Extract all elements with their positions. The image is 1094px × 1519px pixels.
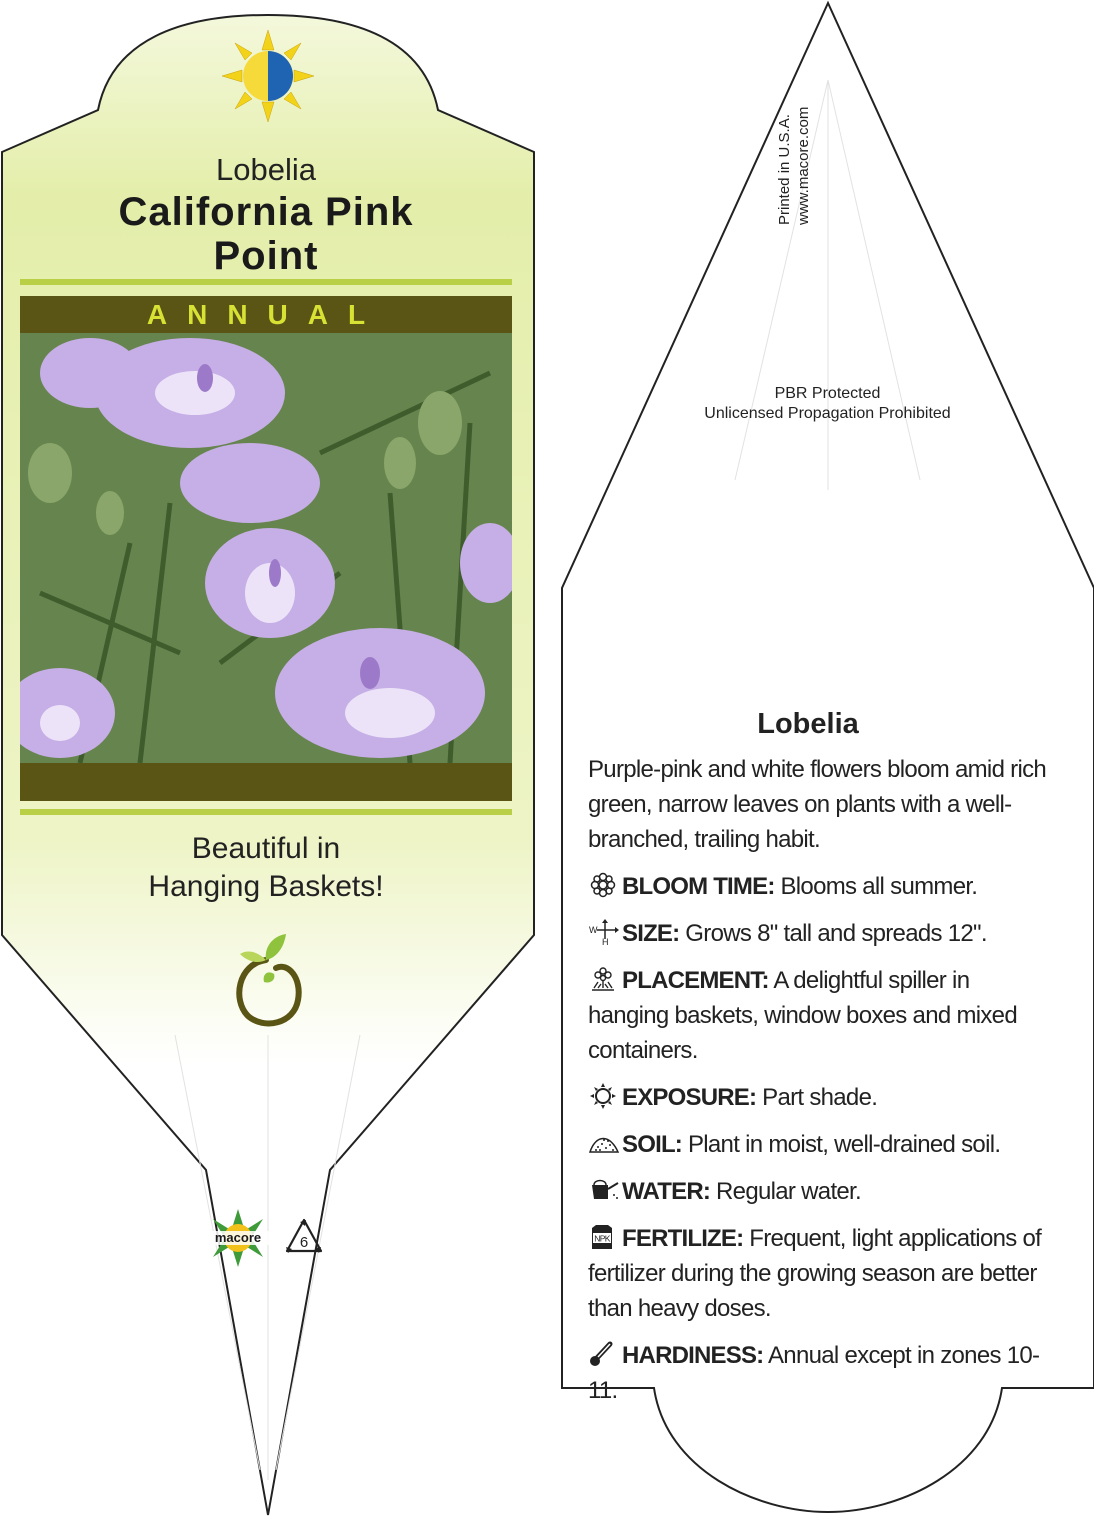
water-value: Regular water. (710, 1178, 861, 1205)
placement-value: A delightful spiller in hanging baskets, window boxes and mixed containers. (588, 967, 1017, 1064)
recycle-icon (284, 1217, 324, 1257)
recycle-code: 6 (299, 1234, 309, 1251)
npk-text: NPK (594, 1233, 610, 1244)
size-value: Grows 8" tall and spreads 12". (679, 920, 987, 947)
printed-info (775, 55, 813, 225)
cultivar-line-1: California Pink (118, 190, 414, 234)
macore-brand-text: macore (214, 1230, 262, 1245)
sun-shade-icon (222, 30, 314, 122)
exposure-label: EXPOSURE: (622, 1084, 757, 1111)
website-line: www.macore.com (795, 106, 812, 225)
placement-label: PLACEMENT: (622, 967, 769, 994)
soil-label: SOIL: (622, 1131, 682, 1158)
category-band: ANNUAL (20, 296, 512, 333)
thermometer-icon (588, 1341, 622, 1367)
info-title: Lobelia (757, 708, 859, 740)
npk-icon (588, 1224, 622, 1250)
cultivar-line-2: Point (213, 234, 319, 278)
tagline-line-1: Beautiful in (191, 832, 341, 865)
attr-water (588, 1174, 1048, 1209)
attr-placement (588, 963, 1048, 1068)
species-name: Lobelia (216, 152, 316, 187)
plant-info (588, 704, 1048, 1408)
placement-icon (588, 966, 622, 992)
bottom-divider (20, 809, 512, 815)
size-h-letter: H (602, 937, 608, 945)
attr-hardiness (588, 1338, 1048, 1408)
pbr-notice (660, 384, 995, 424)
exposure-value: Part shade. (756, 1084, 878, 1111)
sun-outline-icon (588, 1083, 622, 1109)
tagline (20, 830, 512, 906)
soil-icon (588, 1130, 622, 1156)
attr-size (588, 916, 1048, 951)
photo-bottom-band (20, 763, 512, 801)
top-divider (20, 279, 512, 285)
info-description: Purple-pink and white flowers bloom amid rich green, narrow leaves on plants with a well-branched, trailing habit. (588, 756, 1047, 853)
attr-soil (588, 1127, 1048, 1162)
printed-line: Printed in U.S.A. (776, 114, 793, 225)
flower-icon (588, 872, 622, 898)
attr-fertilize (588, 1221, 1048, 1326)
watering-can-icon (588, 1177, 622, 1203)
size-label: SIZE: (622, 920, 680, 947)
size-w-letter: W (589, 925, 597, 935)
tagline-line-2: Hanging Baskets! (148, 870, 384, 903)
fertilize-label: FERTILIZE: (622, 1225, 744, 1252)
plant-photo (20, 333, 512, 763)
attr-bloom-time (588, 869, 1048, 904)
hardiness-value: Annual except in zones 10-11. (588, 1342, 1040, 1404)
seed-logo-icon (228, 930, 308, 1030)
hardiness-label: HARDINESS: (622, 1342, 764, 1369)
macore-logo (205, 1207, 271, 1269)
pbr-line-1: PBR Protected (774, 385, 881, 402)
pbr-line-2: Unlicensed Propagation Prohibited (704, 405, 951, 422)
size-arrows-icon (588, 919, 622, 945)
bloom-time-value: Blooms all summer. (774, 873, 978, 900)
cultivar-name (20, 190, 512, 278)
water-label: WATER: (622, 1178, 711, 1205)
attr-exposure (588, 1080, 1048, 1115)
fertilize-value: Frequent, light applications of fertilizer during the growing season are better than heavy doses. (588, 1225, 1042, 1322)
bloom-time-label: BLOOM TIME: (622, 873, 775, 900)
soil-value: Plant in moist, well-drained soil. (682, 1131, 1001, 1158)
